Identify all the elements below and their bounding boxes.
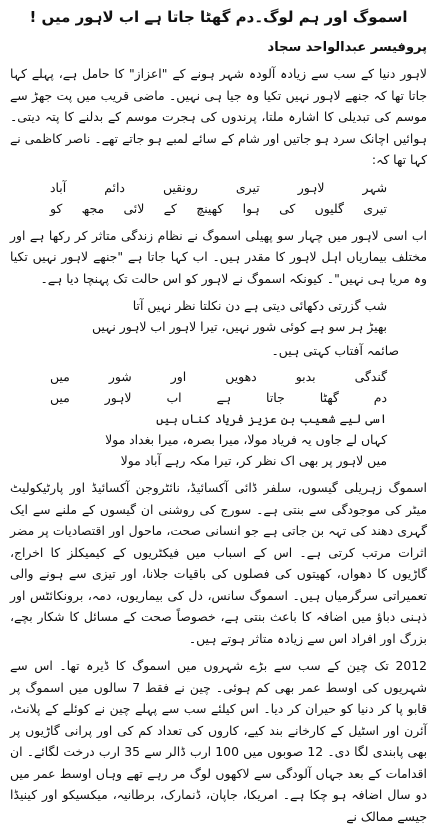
paragraph-intro: لاہور دنیا کے سب سے زیادہ آلودہ شہر ہونے کے "اعزاز" کا حامل ہے، پہلے کہا جاتا تھا کہ جنھے لاہور نہیں تکیا وہ جیا ہی نہیں۔ ماضی قریب میں پت جھڑ سے موسم کی تبدیلی کا اشارہ ملتا، پرندوں کی ہجرت موسم کے بدلنے کا پتہ دیتی۔ ہوائیں اچانک سرد ہو جاتیں اور شام کے سائے لمبے ہو جاتے تھے۔ ناصر کاظمی نے کہا تھا کہ:	[10, 66, 427, 167]
poem-line: بھیڑ ہر سو ہے کوئی شور نہیں، تیرا لاہور اب لاہور نہیں	[91, 319, 387, 334]
poem-line: دم گھٹا جاتا ہے اب لاہور میں	[50, 390, 387, 405]
poem-line: گندگی بدبو دھویں اور شور میں	[50, 369, 387, 384]
poem-line: کہاں لے جاوں یہ فریاد مولا، میرا بصرہ، میرا بغداد مولا	[105, 432, 387, 447]
paragraph-smog-lahore: اب اسی لاہور میں چہار سو پھیلی اسموگ نے نظام زندگی متاثر کر رکھا ہے اور مختلف بیماریاں اہل لاہور کا مقدر ہیں۔ اب کہا جاتا ہے "جنھے لاہور نہیں تکیا وہ مریا ہی نہیں"۔ کیونکہ اسموگ نے لاہور کو اس حالت تک پہنچا دیا ہے۔	[10, 227, 427, 286]
poem-line: شب گزرتی دکھائی دیتی ہے دن نکلتا نظر نہیں آتا	[132, 298, 387, 313]
paragraph-smog-causes: اسموگ زہریلی گیسوں، سلفر ڈائی آکسائیڈ، نائٹروجن آکسائیڈ اور پارٹیکولیٹ میٹر کی موجودگی سے بنتی ہے۔ سورج کی روشنی ان گیسوں کے ملنے سے ایک گہری دھند کی تہہ بن جاتی ہے جو انسانی صحت، ماحول اور اقتصادیات پر مضر اثرات مرتب کرتی ہے۔ اس کے اسباب میں فیکٹریوں کے کیمیکلز کا اخراج، گاڑیوں کا دھواں، کھیتوں کی فصلوں کی باقیات جلانا، اور تیزی سے ہونے والی تعمیراتی سرگرمیاں ہیں۔ اسموگ سانس، دل کی بیماریوں، دمہ، برونکائٹس اور ذہنی دباؤ میں اضافہ کا باعث بنتی ہے، خصوصاً صحت کے مسائل کا شکار بچے، بزرگ اور افراد اس سے زیادہ متاثر ہوتے ہیں۔	[10, 480, 427, 646]
poem-intro: صائمہ آفتاب کہتی ہیں۔	[271, 343, 399, 358]
poem-lahore	[50, 295, 387, 337]
poem-line: تیری گلیوں کی ہوا کھینچ کے لائی مجھ کو	[50, 200, 387, 216]
poem-line: اسی لیے شعیب بن عزیز فریاد کناں ہیں	[156, 411, 387, 426]
article-title: اسموگ اور ہم لوگ۔دم گھٹا جاتا ہے اب لاہور میں !	[29, 8, 408, 26]
paragraph-china-example: 2012 تک چین کے سب سے بڑے شہروں میں اسموگ کا ڈیرہ تھا۔ اس سے شہریوں کی اوسط عمر بھی کم ہوئی۔ چین نے فقط 7 سالوں میں اسموگ پر قابو پا کر دنیا کو حیران کر دیا۔ اس کیلئے سب سے پہلے چین نے کوئلے کے پلانٹ، آئرن اور اسٹیل کے کارخانے بند کیے، کاروں کی تعداد کم کی اور پرانی گاڑیوں پر بھی پابندی لگا دی۔ 12 صوبوں میں 100 ارب ڈالر سے 35 ارب درخت لگائے۔ ان اقدامات کے بعد جہاں آلودگی سے لاکھوں لوگ مر رہے تھے وہاں اوسط عمر میں دو سال اضافہ ہو چکا ہے۔ امریکا، جاپان، ڈنمارک، برطانیہ، میکسیکو اور کینیڈا جیسے ممالک نے	[10, 658, 428, 824]
author-name: پروفیسر عبدالواحد سجاد	[267, 40, 427, 55]
poem-saima-aftab	[50, 366, 387, 471]
poem-nasir-kazmi	[50, 177, 387, 219]
poem-line: میں لاہور پر بھی اک نظر کر، تیرا مکہ رہے آباد مولا	[120, 453, 387, 468]
poem-line: شہر لاہور تیری رونقیں دائم آباد	[50, 179, 387, 195]
